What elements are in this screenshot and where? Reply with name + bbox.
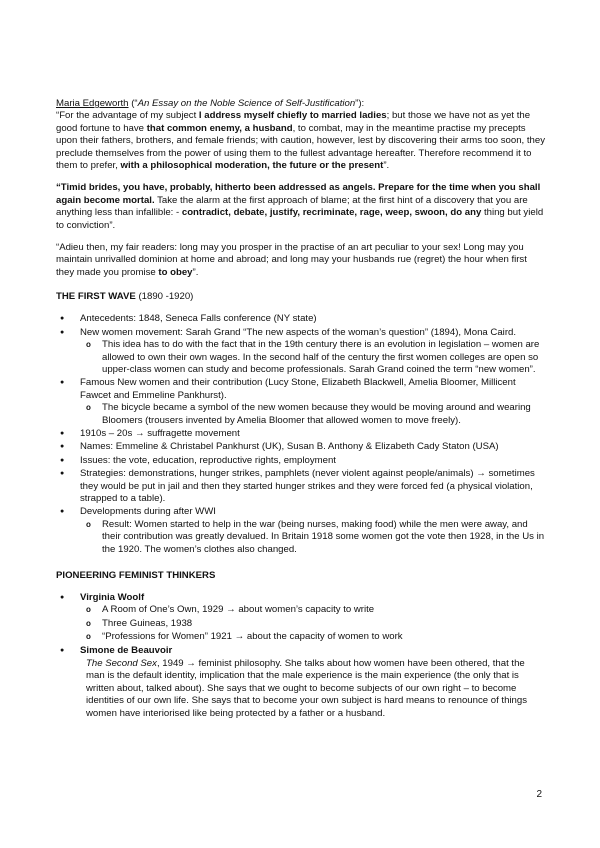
sub-list (86, 519, 546, 556)
list-item (56, 441, 546, 453)
list-item-text: New women movement: Sarah Grand “The new aspects of the woman’s question” (1894), Mona Caird. (80, 326, 517, 338)
quote-text-run: ”. (192, 266, 199, 278)
list-item-text: Antecedents: 1848, Seneca Falls conference (NY state) (80, 313, 317, 325)
quote-text-run: ; but those we have not as yet the good fortune to have (56, 110, 531, 134)
list-item-text: Names: Emmeline & Christabel Pankhurst (UK), Susan B. Anthony & Elizabeth Cady Staton (USA) (80, 441, 499, 453)
list-item-text: Issues: the vote, education, reproductive rights, employment (80, 454, 336, 466)
quote-text-run: then, my fair readers: long may you prosper in the practise of an art peculiar to your sex! Long may you maintain unrivalled dominion at home and abroad; and long may your husbands rue (regret) the hour when first they made you promise (56, 242, 527, 278)
quote-text-run: “Timid brides, you have, probably, hitherto been addressed as angels. Prepare for the time when you shall again become mortal. (56, 182, 541, 206)
page-number: 2 (536, 789, 542, 800)
thinker-name: Virginia Woolf (80, 592, 145, 603)
first-wave-heading: THE FIRST WAVE (1890 -1920) (56, 291, 194, 303)
list-item (56, 377, 546, 427)
quote-text-run: “For the advantage of my subject (56, 110, 199, 122)
quote-text-run: ”. (383, 160, 390, 172)
quote-text-run: contradict, debate, justify, recriminate, rage, weep, swoon, do any (181, 207, 482, 219)
work-item: o “Professions for Women” 1921 → about the capacity of women to work (86, 631, 546, 643)
list-item-text: Strategies: demonstrations, hunger strikes, pamphlets (never violent against people/animals) → sometimes they would be put in jail and then they started hunger strikes and they were forced fed (a physical violation, strapped to a table). (80, 468, 535, 504)
list-item (56, 428, 546, 440)
list-item (56, 327, 546, 377)
quote-text-run: I address myself chiefly to married ladies (198, 110, 387, 122)
sub-list-item: o Result: Women started to help in the war (being nurses, making food) while the men were away, and their contribution was greatly devalued. In Britain 1918 some women got the vote then 1928, in the Us in the 1920. The women’s clothes also changed. (86, 519, 546, 556)
quote-paragraph-2 (56, 182, 546, 232)
list-item-text: Developments during after WWI (80, 506, 216, 518)
beauvoir-description: The Second Sex, 1949 → feminist philosophy. She talks about how women have been othered, that the man is the default identity, implication that the male experience is the main experience (the only that is written about, talked about). She says that we ought to become subjects of our own right – to become identities of our own life. She says that to become your own subject is hard means to renounce of things women have interiorised like being protected by a father or a husband. (86, 658, 528, 719)
thinkers-heading: PIONEERING FEMINIST THINKERS (56, 570, 216, 581)
sub-list-item: o The bicycle became a symbol of the new women because they would be moving around and wearing Bloomers (trousers invented by Amelia Bloomer that allowed women to move freely). (86, 402, 546, 427)
author-name: Maria Edgeworth (56, 98, 129, 109)
quote-paragraph-1 (56, 110, 545, 171)
quote-text-run: that common enemy, a husband (146, 122, 293, 134)
list-item (56, 468, 546, 505)
quote-text-run: thing but yield to conviction”. (56, 207, 544, 231)
quote-text-run: Take the alarm at the first approach of blame; at the first hint of a discovery that you are anything less than infallible: - (56, 194, 528, 219)
quote-text-run: , to combat, may in the meantime practise my precepts upon their fathers, brothers, and female friends; with caution, however, lest by discovering their arms too soon, they preclude themselves from the power of using them to the fullest advantage hereafter. Therefore recommend it to them to prefer, (56, 122, 546, 172)
sub-list-item: o This idea has to do with the fact that in the 19th century there is an evolution in legislation – women are allowed to own their own wages. In the second half of the century the first women colleges are open so upper-class women can study and become professionals. Sarah Grand coined the term “new women”. (86, 339, 546, 376)
sub-list (86, 339, 546, 376)
list-item-beauvoir (56, 645, 546, 720)
first-wave-list (56, 313, 546, 556)
list-item (56, 506, 546, 556)
quote-text-run: to obey (158, 266, 193, 278)
thinker-name: Simone de Beauvoir (80, 644, 173, 656)
intro-citation: Maria Edgeworth (“An Essay on the Noble Science of Self-Justification”): “For the advantage of my subject I address myself chiefly to married ladies; but those we have not as yet the good fortune to have that common enemy, a husband, to combat, may in the meantime practise my precepts upon their fathers, brothers, and female friends; with caution, however, lest by discovering their arms too soon, they preclude themselves from the power of using them to the fullest advantage hereafter. Therefore recommend it to them to prefer, with a philosophical moderation, the future or the present”. (56, 98, 546, 172)
quote-text-run: “Adieu (56, 242, 84, 254)
list-item-text: Famous New women and their contribution (Lucy Stone, Elizabeth Blackwell, Amelia Bloomer, Millicent Fawcet and Emmeline Pankhurst). (80, 377, 516, 401)
quote-paragraph-3 (56, 242, 546, 279)
list-item (56, 313, 546, 325)
quote-text-run: with a philosophical moderation, the future or the present (120, 160, 384, 172)
woolf-works-list (86, 604, 546, 643)
list-item-text: 1910s – 20s → suffragette movement (80, 427, 240, 439)
list-item-woolf (56, 592, 546, 644)
list-item (56, 455, 546, 467)
work-item: o A Room of One’s Own, 1929 → about women’s capacity to write (86, 604, 546, 616)
document-page (56, 98, 546, 721)
thinkers-list (56, 592, 546, 720)
sub-list (86, 402, 546, 427)
work-item: o Three Guineas, 1938 (86, 618, 546, 630)
essay-title: An Essay on the Noble Science of Self-Justification (137, 98, 356, 109)
